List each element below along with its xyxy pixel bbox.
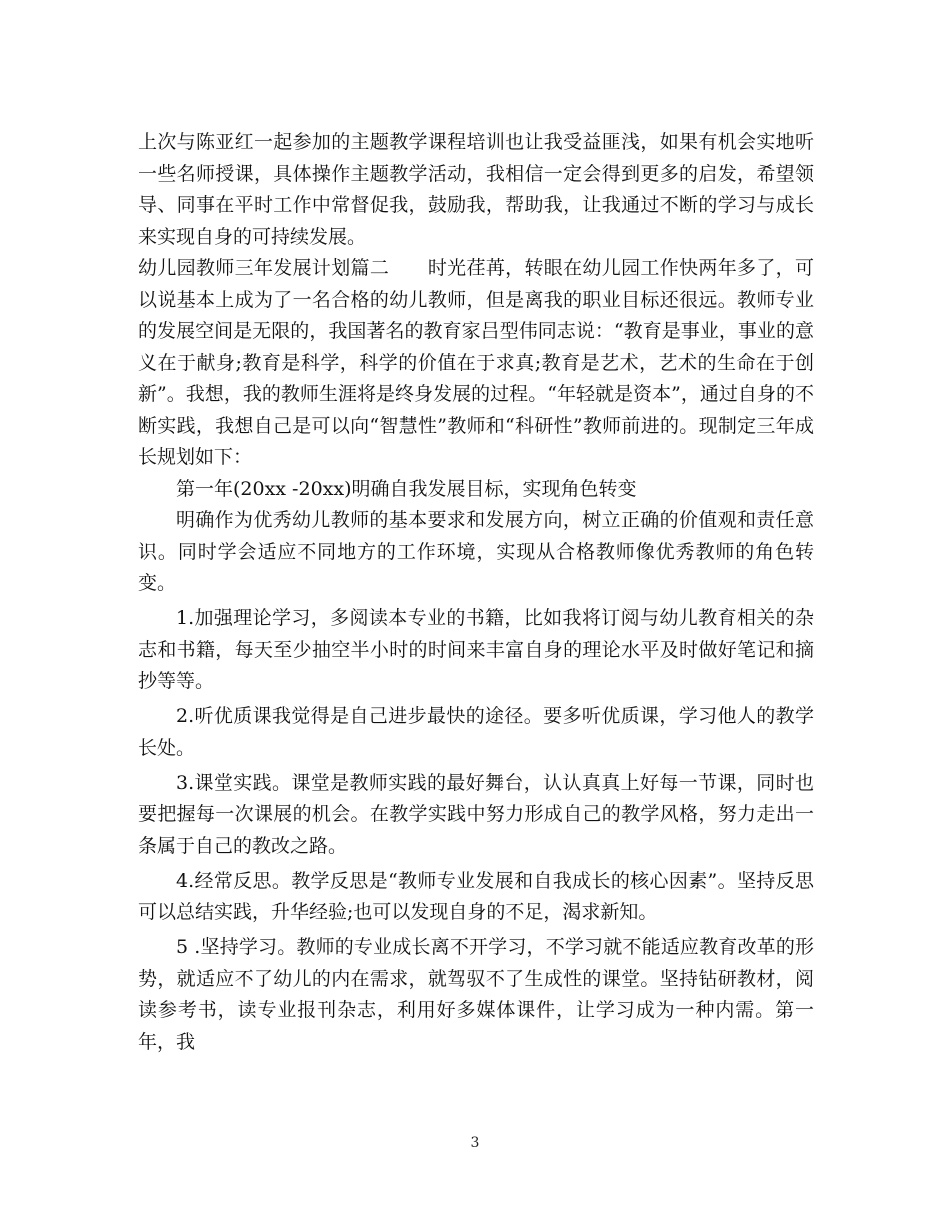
page-number: 3: [470, 1135, 480, 1151]
paragraph-plan-intro: 幼儿园教师三年发展计划篇二 时光荏苒，转眼在幼儿园工作快两年多了，可以说基本上成为了一名合格的幼儿教师，但是离我的职业目标还很远。教师专业的发展空间是无限的，我国著名的教育家吕型伟同志说：“教育是事业，事业的意义在于献身;教育是科学，科学的价值在于求真;教育是艺术，艺术的生命在于创新”。我想，我的教师生涯将是终身发展的过程。“年轻就是资本”，通过自身的不断实践，我想自己是可以向“智慧性”教师和“科研性”教师前进的。现制定三年成长规划如下：: [138, 257, 814, 468]
paragraph-item-3: 3.课堂实践。课堂是教师实践的最好舞台，认认真真上好每一节课，同时也要把握每一次课展的机会。在教学实践中努力形成自己的教学风格，努力走出一条属于自己的教改之路。: [138, 771, 814, 857]
paragraph-continuation: 上次与陈亚红一起参加的主题教学课程培训也让我受益匪浅，如果有机会实地听一些名师授课，具体操作主题教学活动，我相信一定会得到更多的启发，希望领导、同事在平时工作中常督促我，鼓励我，帮助我，让我通过不断的学习与成长来实现自身的可持续发展。: [138, 131, 814, 248]
paragraph-first-year-goal: 明确作为优秀幼儿教师的基本要求和发展方向，树立正确的价值观和责任意识。同时学会适应不同地方的工作环境，实现从合格教师像优秀教师的角色转变。: [138, 509, 814, 594]
paragraph-item-2: 2.听优质课我觉得是自己进步最快的途径。要多听优质课，学习他人的教学长处。: [138, 705, 814, 759]
paragraph-item-5: 5 .坚持学习。教师的专业成长离不开学习，不学习就不能适应教育改革的形势，就适应不了幼儿的内在需求，就驾驭不了生成性的课堂。坚持钻研教材，阅读参考书，读专业报刊杂志，利用好多媒体课件，让学习成为一种内需。第一年，我: [138, 936, 814, 1053]
paragraph-item-4: 4.经常反思。教学反思是“教师专业发展和自我成长的核心因素”。坚持反思可以总结实践，升华经验;也可以发现自身的不足，渴求新知。: [138, 869, 814, 923]
paragraph-item-1: 1.加强理论学习，多阅读本专业的书籍，比如我将订阅与幼儿教育相关的杂志和书籍，每天至少抽空半小时的时间来丰富自身的理论水平及时做好笔记和摘抄等等。: [138, 607, 814, 692]
paragraph-first-year-heading: 第一年(20xx -20xx)明确自我发展目标，实现角色转变: [176, 477, 637, 500]
document-body: [138, 127, 814, 1058]
